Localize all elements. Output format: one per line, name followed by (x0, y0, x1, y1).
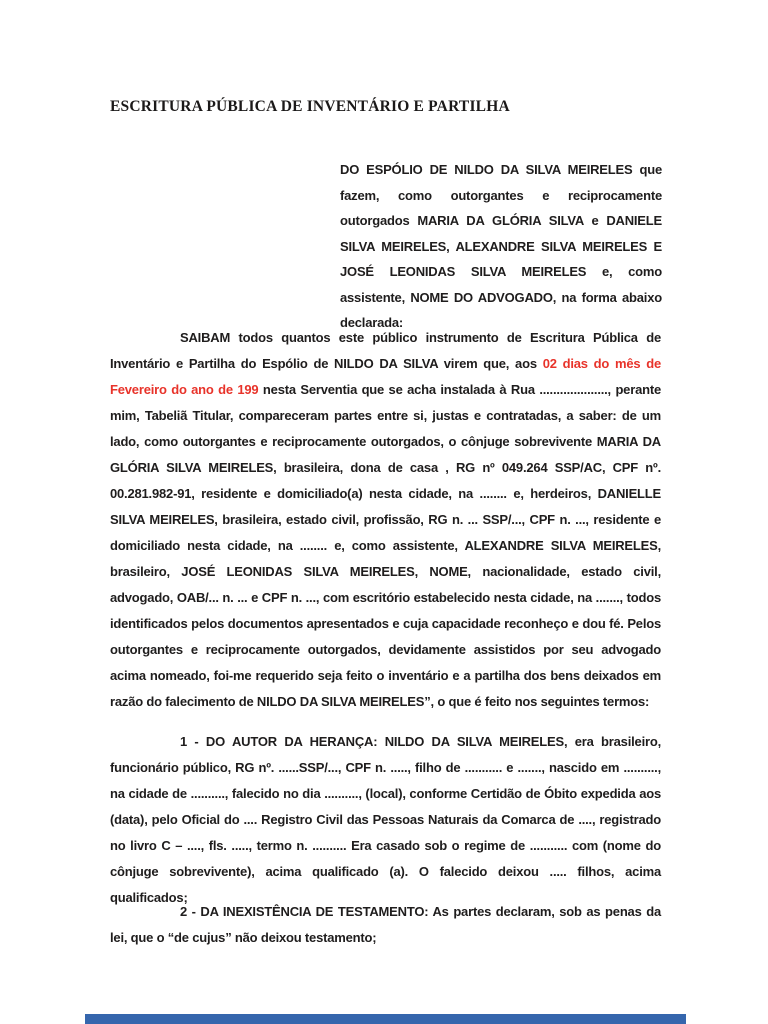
document-title: ESCRITURA PÚBLICA DE INVENTÁRIO E PARTILHA (110, 98, 510, 115)
preamble-paragraph: DO ESPÓLIO DE NILDO DA SILVA MEIRELES que fazem, como outorgantes e reciprocamente outorgados MARIA DA GLÓRIA SILVA e DANIELE SILVA MEIRELES, ALEXANDRE SILVA MEIRELES E JOSÉ LEONIDAS SILVA MEIRELES e, como assistente, NOME DO ADVOGADO, na forma abaixo declarada: (340, 162, 662, 330)
opening-text-after-date: nesta Serventia que se acha instalada à Rua ...................., perante mim, Tabeliã Titular, compareceram partes entre si, justas e contratadas, a saber: de um lado, como outorgantes e reciprocamente outorgados, o cônjuge sobrevivente MARIA DA GLÓRIA SILVA MEIRELES, brasileira, dona de casa , RG nº 049.264 SSP/AC, CPF nº. 00.281.982-91, residente e domiciliado(a) nesta cidade, na ........ e, herdeiros, DANIELLE SILVA MEIRELES, brasileira, estado civil, profissão, RG n. ... SSP/..., CPF n. ..., residente e domiciliado nesta cidade, na ........ e, como assistente, ALEXANDRE SILVA MEIRELES, brasileiro, JOSÉ LEONIDAS SILVA MEIRELES, NOME, nacionalidade, estado civil, advogado, OAB/... n. ... e CPF n. ..., com escritório estabelecido nesta cidade, na ......., todos identificados pelos documentos apresentados e cuja capacidade reconheço e dou fé. Pelos outorgantes e reciprocamente outorgados, devidamente assistidos por seu advogado acima nomeado, foi-me requerido seja feito o inventário e a partilha dos bens deixados em razão do falecimento de NILDO DA SILVA MEIRELES”, o que é feito nos seguintes termos: (110, 382, 662, 709)
clause-2-no-testament: 2 - DA INEXISTÊNCIA DE TESTAMENTO: As partes declaram, sob as penas da lei, que o “de cujus” não deixou testamento; (110, 904, 661, 945)
clause-1-author-of-estate: 1 - DO AUTOR DA HERANÇA: NILDO DA SILVA MEIRELES, era brasileiro, funcionário público, RG nº. ......SSP/..., CPF n. ....., filho de ........... e ......., nascido em .........., na cidade de .........., falecido no dia .........., (local), conforme Certidão de Óbito expedida aos (data), pelo Oficial do .... Registro Civil das Pessoas Naturais da Comarca de ...., registrado no livro C – ...., fls. ....., termo n. .......... Era casado sob o regime de ........... com (nome do cônjuge sobrevivente), acima qualificado (a). O falecido deixou ..... filhos, acima qualificados; (110, 734, 661, 905)
opening-paragraph (110, 325, 661, 715)
opening-text-before-date: SAIBAM todos quantos este público instrumento de Escritura Pública de Inventário e Partilha do Espólio de NILDO DA SILVA virem que, aos (110, 330, 661, 371)
highlighted-date-text: 02 dias do mês de Fevereiro do ano de 199 (110, 356, 661, 397)
page-bottom-scroll-indicator-bar[interactable] (85, 1014, 686, 1024)
